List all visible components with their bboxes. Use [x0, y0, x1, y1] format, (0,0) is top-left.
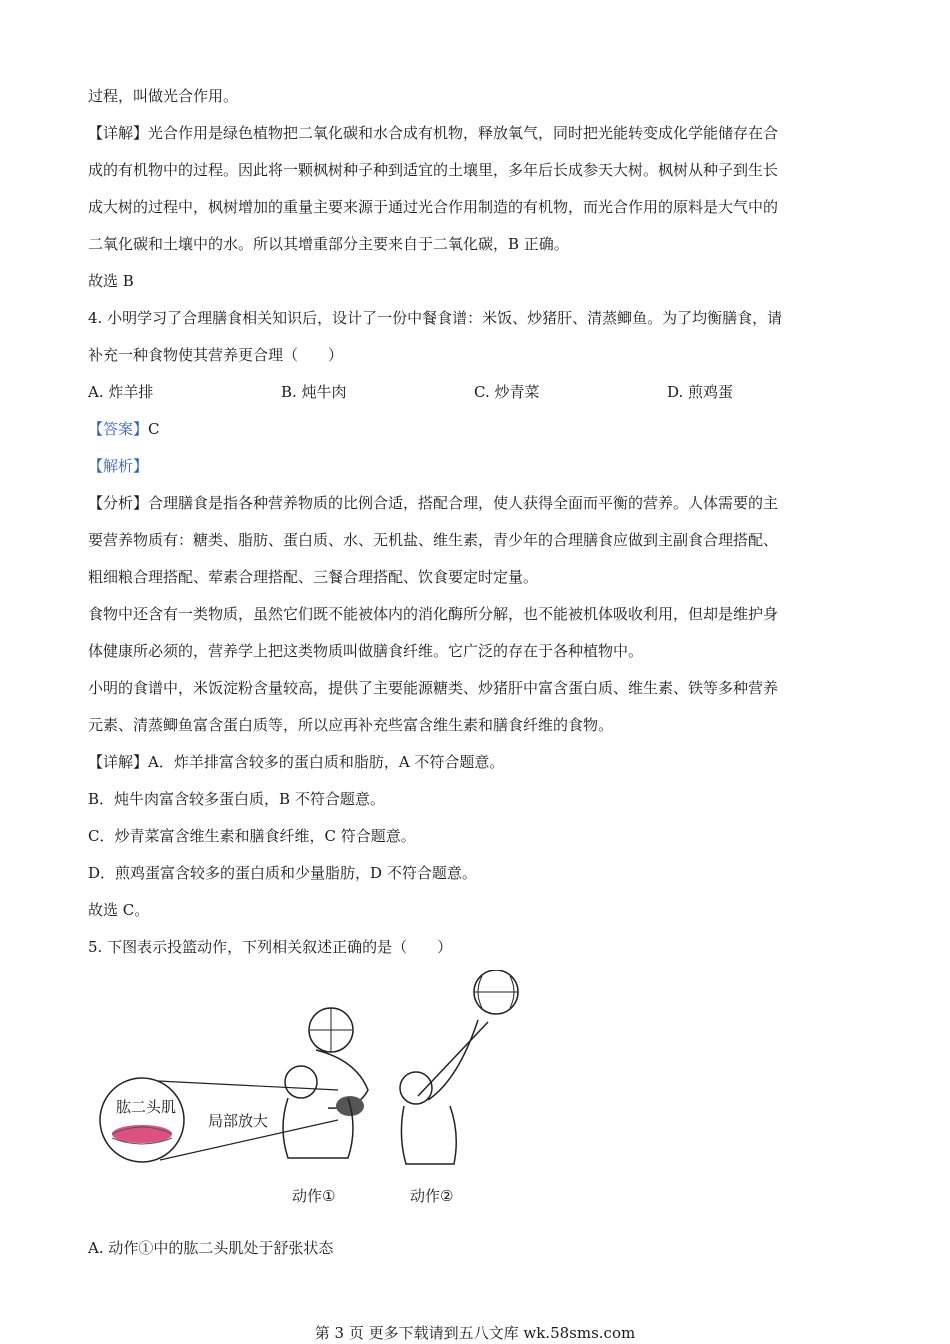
text-line: 二氧化碳和土壤中的水。所以其增重部分主要来自于二氧化碳，B 正确。	[88, 235, 569, 253]
option-c: C. 炒青菜	[474, 383, 540, 401]
answer-value: C	[148, 420, 160, 438]
option-b: B. 炖牛肉	[281, 383, 347, 401]
basketball-illustration	[88, 970, 860, 1230]
analysis-tag: 【解析】	[88, 457, 149, 475]
text-line: 食物中还含有一类物质，虽然它们既不能被体内的消化酶所分解，也不能被机体吸收利用，但却是维护身	[88, 605, 779, 623]
text-line: D．煎鸡蛋富含较多的蛋白质和少量脂肪，D 不符合题意。	[88, 864, 477, 882]
option-a: A. 炸羊排	[88, 383, 154, 401]
options-row	[88, 374, 860, 411]
text-line: 元素、清蒸鲫鱼富含蛋白质等，所以应再补充些富含维生素和膳食纤维的食物。	[88, 716, 614, 734]
question-5-option-a: A. 动作①中的肱二头肌处于舒张状态	[88, 1239, 334, 1257]
option-d: D. 煎鸡蛋	[667, 383, 734, 401]
zoom-circle	[100, 1078, 184, 1162]
question-4-cont: 补充一种食物使其营养更合理（ ）	[88, 346, 344, 364]
text-line: C．炒青菜富含维生素和膳食纤维，C 符合题意。	[88, 827, 416, 845]
page-footer: 第 3 页 更多下载请到五八文库 wk.58sms.com	[314, 1324, 636, 1342]
text-line: 体健康所必须的，营养学上把这类物质叫做膳食纤维。它广泛的存在于各种植物中。	[88, 642, 644, 660]
text-line: 成的有机物中的过程。因此将一颗枫树种子种到适宜的土壤里，多年后长成参天大树。枫树从种子到生长	[88, 161, 779, 179]
text-line: 故选 B	[88, 272, 134, 290]
zoom-label: 局部放大	[208, 1112, 269, 1130]
action1-label: 动作①	[292, 1187, 336, 1205]
text-line: 小明的食谱中，米饭淀粉含量较高，提供了主要能源糖类、炒猪肝中富含蛋白质、维生素、铁等多种营养	[88, 679, 779, 697]
text-line: 【详解】A．炸羊排富含较多的蛋白质和脂肪，A 不符合题意。	[88, 753, 505, 771]
biceps-muscle-drawing	[112, 1125, 172, 1143]
action2-label: 动作②	[410, 1187, 454, 1205]
text-line: 粗细粮合理搭配、荤素合理搭配、三餐合理搭配、饮食要定时定量。	[88, 568, 539, 586]
text-line: 过程，叫做光合作用。	[88, 87, 239, 105]
muscle-label: 肱二头肌	[116, 1098, 177, 1116]
text-line: B．炖牛肉富含较多蛋白质，B 不符合题意。	[88, 790, 385, 808]
question-5: 5. 下图表示投篮动作，下列相关叙述正确的是（ ）	[88, 938, 453, 956]
text-line: 成大树的过程中，枫树增加的重量主要来源于通过光合作用制造的有机物，而光合作用的原料是大气中的	[88, 198, 779, 216]
answer-line	[88, 411, 860, 448]
text-line: 【分析】合理膳食是指各种营养物质的比例合适，搭配合理，使人获得全面而平衡的营养。人体需要的主	[88, 494, 779, 512]
text-line: 【详解】光合作用是绿色植物把二氧化碳和水合成有机物，释放氧气，同时把光能转变成化学能储存在合	[88, 124, 779, 142]
basketball-figure	[88, 970, 860, 1230]
text-line: 故选 C。	[88, 901, 150, 919]
text-line: 要营养物质有：糖类、脂肪、蛋白质、水、无机盐、维生素，青少年的合理膳食应做到主副食合理搭配、	[88, 531, 779, 549]
document-page	[88, 78, 860, 1267]
answer-tag: 【答案】	[88, 420, 149, 438]
question-4: 4. 小明学习了合理膳食相关知识后，设计了一份中餐食谱：米饭、炒猪肝、清蒸鲫鱼。为了均衡膳食，请	[88, 309, 783, 327]
